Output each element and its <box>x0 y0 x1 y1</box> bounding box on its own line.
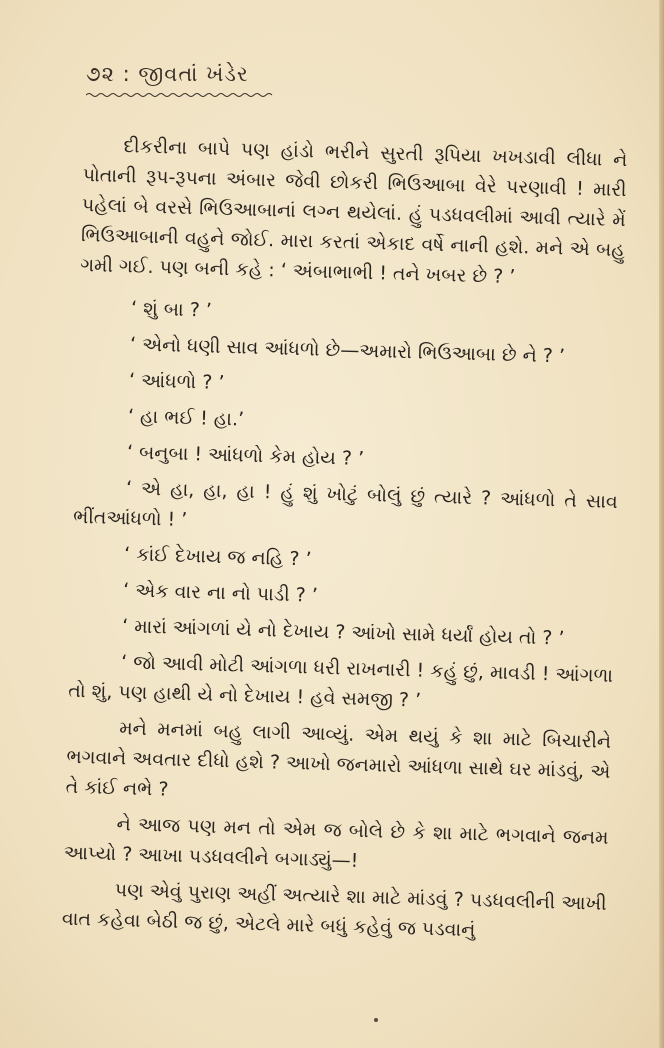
footer-dot <box>374 1018 378 1022</box>
dialogue-line: ‘ એક વાર ના નો પાડી ? ’ <box>122 579 319 607</box>
page-edge <box>659 0 664 1048</box>
paragraph: પણ એવું પુરાણ અહીં અત્યારે શા માટે માંડવું ? પડધવલીની આખી વાત કહેવા બેઠી જ છું, એટલે મારે બધું કહેવું જ પડવાનું <box>61 879 607 942</box>
running-header <box>86 62 249 87</box>
page-number: ૭૨ <box>86 62 115 86</box>
dialogue-line: ‘ કાંઈ દેખાય જ નહિ ? ’ <box>123 543 312 571</box>
paragraph: દીકરીના બાપે પણ હાંડો ભરીને સુરતી રૂપિયા ખખડાવી લીધા ને પોતાની રૂપ-રૂપના અંબાર જેવી છોકરી ભિઉઆબા વેરે પરણાવી ! મારી પહેલાં બે વરસે ભિઉઆબાનાં લગ્ન થયેલાં. હું પડધવલીમાં આવી ત્યારે મેં ભિઉઆબાની વહુને જોઈ. મારા કરતાં એકાદ વર્ષે નાની હશે. મને એ બહુ ગમી ગઈ. પણ બની કહે : ‘ અંબાભાભી ! તને ખબર છે ? ’ <box>79 135 628 289</box>
book-title: જીવતાં ખંડેર <box>138 62 249 86</box>
paragraph: મને મનમાં બહુ લાગી આવ્યું. એમ થયું કે શા માટે બિચારીને ભગવાને અવતાર દીધો હશે ? આખો જનમારો આંધળા સાથે ઘર માંડવું, એ તે કાંઈ નભે ? <box>65 717 612 801</box>
dialogue-line: ‘ એનો ધણી સાવ આંધળો છે—અમારો ભિઉઆબા છે ને ? ’ <box>129 333 566 368</box>
dialogue-line: ‘ આંધળો ? ’ <box>128 369 225 395</box>
dialogue-line: ‘ એ હા, હા, હા ! હું શું ખોટું બોલું છું ત્યારે ? આંધળો તે સાવ ભીંતઆંધળો ! ’ <box>72 477 619 532</box>
dialogue-line: ‘ બનુબા ! આંધળો કેમ હોય ? ’ <box>126 441 365 470</box>
header-wavy-rule <box>86 92 274 98</box>
dialogue-line: ‘ શું બા ? ’ <box>130 297 213 322</box>
header-separator: : <box>122 62 131 86</box>
body-text <box>61 130 627 955</box>
paragraph: ને આજ પણ મન તો એમ જ બોલે છે કે શા માટે ભગવાને જનમ આપ્યો ? આખા પડધવલીને બગાડ્યું—! <box>63 813 609 872</box>
dialogue-line: ‘ જો આવી મોટી આંગળા ધરી રાખનારી ! કહું છું, માવડી ! આંગળા તો શું, પણ હાથી યે નો દેખાય ! હવે સમજી ? ’ <box>68 651 614 712</box>
dialogue-line: ‘ હા ભઈ ! હા.’ <box>127 405 245 431</box>
dialogue-line: ‘ મારાં આંગળાં યે નો દેખાય ? આંખો સામે ધર્યાં હોય તો ? ’ <box>121 615 565 650</box>
